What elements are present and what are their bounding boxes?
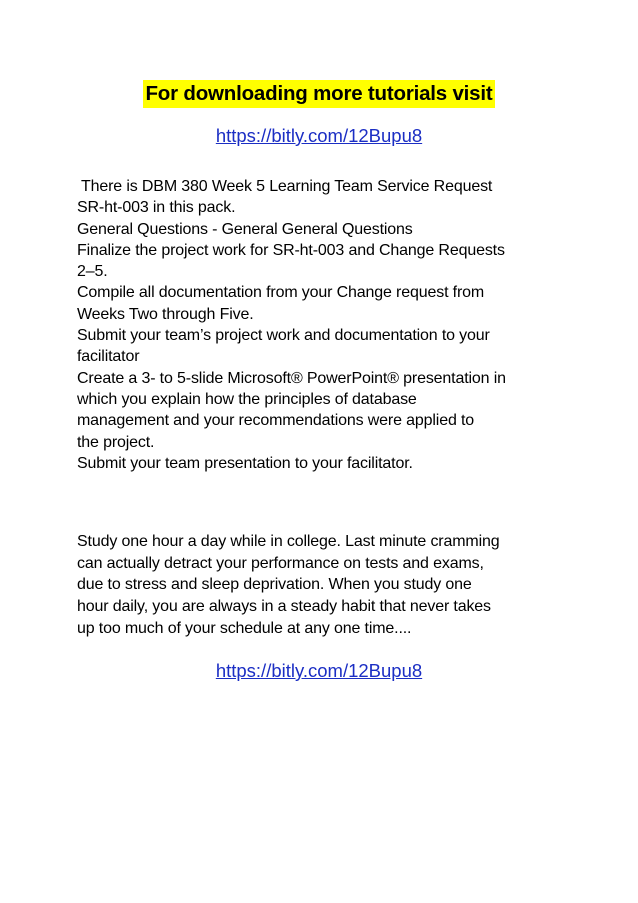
text-line: Submit your team’s project work and documentation to your [77,327,490,345]
text-line: which you explain how the principles of database [77,390,417,408]
text-line: Study one hour a day while in college. Last minute cramming [77,533,500,550]
page-title: For downloading more tutorials visit [143,80,494,108]
text-line: management and your recommendations were applied to [77,412,475,430]
text-line: Finalize the project work for SR-ht-003 and Change Requests [77,241,505,259]
text-line: Weeks Two through Five. [77,305,254,323]
text-line: Create a 3- to 5-slide Microsoft® PowerPoint® presentation in [77,369,506,387]
assignment-description [77,176,577,474]
tutorial-link-top[interactable]: https://bitly.com/12Bupu8 [215,125,423,146]
text-line: Compile all documentation from your Change request from [77,284,485,302]
study-tip-paragraph [77,531,577,640]
heading-container [0,80,638,108]
text-line: hour daily, you are always in a steady habit that never takes [77,598,491,616]
tutorial-link-bottom[interactable]: https://bitly.com/12Bupu8 [215,660,423,681]
text-line: facilitator [77,348,140,366]
text-line: There is DBM 380 Week 5 Learning Team Service Request [77,178,493,195]
text-line: 2–5. [77,263,108,281]
text-line: can actually detract your performance on tests and exams, [77,554,484,572]
text-line: up too much of your schedule at any one time.... [77,619,412,637]
text-line: the project. [77,433,155,451]
text-line: due to stress and sleep deprivation. When you study one [77,576,472,594]
text-line: General Questions - General General Questions [77,220,413,238]
text-line: Submit your team presentation to your facilitator. [77,454,413,472]
text-line: SR-ht-003 in this pack. [77,199,236,217]
